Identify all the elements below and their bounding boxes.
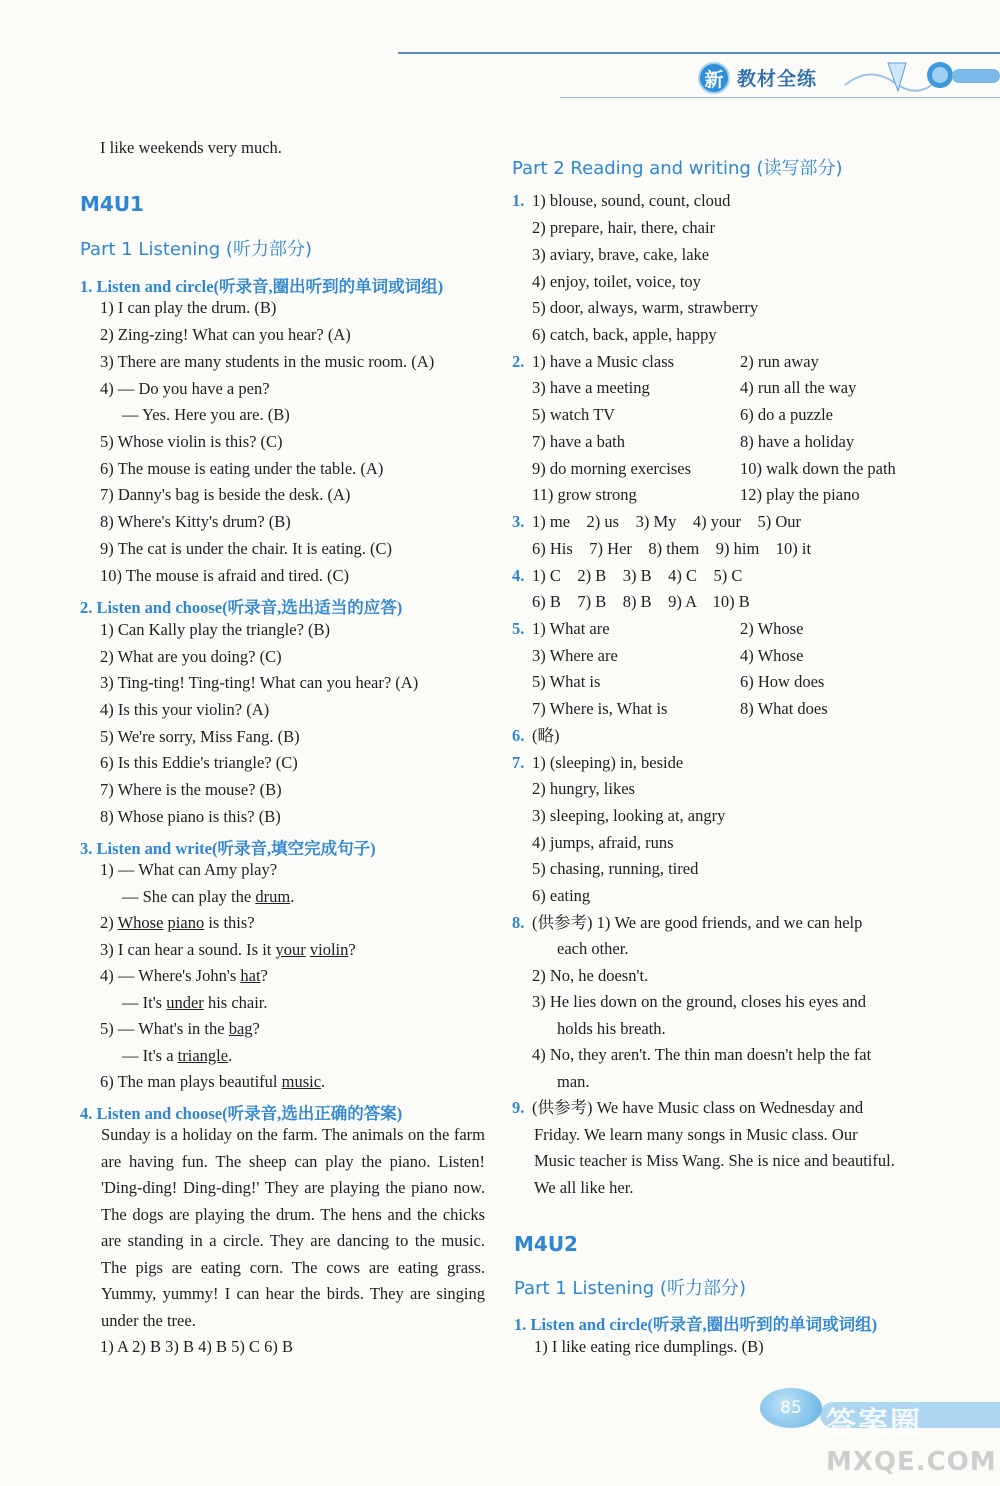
answer-line: 1) C 2) B 3) B 4) C 5) C [532, 566, 743, 585]
answer-line: 2) run away [740, 352, 819, 371]
answer-line: 1) I can play the drum. (B) [100, 298, 277, 317]
part-title: Part 1 Listening (听力部分) [514, 1278, 746, 1299]
answer-line: 6) catch, back, apple, happy [532, 325, 717, 344]
answer-line: 1) — What can Amy play? [100, 860, 278, 879]
answer-line: — It's under his chair. [122, 993, 268, 1012]
answer-line: 3) sleeping, looking at, angry [532, 806, 726, 825]
answer-line: Music teacher is Miss Wang. She is nice and beautiful. [534, 1151, 895, 1170]
filled-blank: triangle [177, 1046, 229, 1065]
part-title: Part 2 Reading and writing (读写部分) [512, 158, 843, 179]
answer-line: 9) do morning exercises [532, 459, 691, 478]
filled-blank: piano [167, 913, 205, 932]
answer-line: 5) door, always, warm, strawberry [532, 298, 759, 317]
answer-line: 6) His 7) Her 8) them 9) him 10) it [532, 539, 812, 558]
page-number: 85 [760, 1388, 822, 1428]
filled-blank: drum [255, 887, 291, 906]
module-title: M4U2 [514, 1232, 578, 1256]
question-number: 8. [512, 913, 525, 932]
answer-line: 2) Whose piano is this? [100, 913, 255, 932]
answer-line: 4) Is this your violin? (A) [100, 700, 270, 719]
series-title: 教材全练 [737, 68, 818, 90]
answer-line: We all like her. [534, 1178, 634, 1197]
watermark: 答案圈 [826, 1406, 922, 1441]
answer-line: 4) enjoy, toilet, voice, toy [532, 272, 701, 291]
filled-blank: bag [228, 1019, 253, 1038]
section-title [80, 835, 376, 859]
new-badge-icon: 新 [698, 62, 730, 94]
answer-line: 1) I like eating rice dumplings. (B) [534, 1337, 764, 1356]
section-title [80, 273, 443, 297]
header-rule [398, 52, 1000, 54]
answer-line: 3) Where are [532, 646, 618, 665]
section-number: 3. [80, 839, 93, 858]
question-number: 2. [512, 352, 525, 371]
section-number: 4. [80, 1104, 93, 1123]
question-number: 6. [512, 726, 525, 745]
answer-line: 1) have a Music class [532, 352, 675, 371]
answer-line: 6) eating [532, 886, 591, 905]
answer-line: 1) A 2) B 3) B 4) B 5) C 6) B [100, 1337, 293, 1356]
answer-line: 6) B 7) B 8) B 9) A 10) B [532, 592, 750, 611]
answer-line: 6) The man plays beautiful music. [100, 1072, 326, 1091]
answer-line: 12) play the piano [740, 485, 860, 504]
answer-line: man. [557, 1072, 590, 1091]
answer-line: 7) Where is the mouse? (B) [100, 780, 282, 799]
answer-line: 4) — Do you have a pen? [100, 379, 270, 398]
filled-blank: under [166, 993, 204, 1012]
answer-line: 8) Where's Kitty's drum? (B) [100, 512, 291, 531]
answer-line: 2) Whose [740, 619, 804, 638]
answer-line: 5) watch TV [532, 405, 616, 424]
answer-line: 5) What is [532, 672, 601, 691]
answer-line: 1) (sleeping) in, beside [532, 753, 684, 772]
section-title [514, 1311, 877, 1335]
answer-line: 5) Whose violin is this? (C) [100, 432, 283, 451]
answer-line: 2) Zing-zing! What can you hear? (A) [100, 325, 351, 344]
answer-line: 1) What are [532, 619, 610, 638]
part-title: Part 1 Listening (听力部分) [80, 239, 312, 260]
answer-line: 2) No, he doesn't. [532, 966, 649, 985]
answer-line: 1) me 2) us 3) My 4) your 5) Our [532, 512, 802, 531]
answer-line: 8) Whose piano is this? (B) [100, 807, 281, 826]
section-number: 1. [514, 1315, 527, 1334]
answer-line: 7) have a bath [532, 432, 625, 451]
section-heading: Listen and choose(听录音,选出正确的答案) [96, 1104, 403, 1123]
answer-line: 10) The mouse is afraid and tired. (C) [100, 566, 349, 585]
answer-line: 10) walk down the path [740, 459, 896, 478]
answer-line: (供参考) We have Music class on Wednesday and [532, 1098, 864, 1117]
section-number: 1. [80, 277, 93, 296]
answer-line: each other. [557, 939, 629, 958]
answer-line: 4) Whose [740, 646, 804, 665]
answer-line: 4) — Where's John's hat? [100, 966, 268, 985]
question-number: 1. [512, 191, 525, 210]
answer-line: Friday. We learn many songs in Music class. Our [534, 1125, 858, 1144]
answer-line: holds his breath. [557, 1019, 666, 1038]
answer-line: (略) [532, 726, 560, 745]
filled-blank: music [281, 1072, 322, 1091]
intro-line: I like weekends very much. [100, 138, 282, 157]
answer-line: 3) aviary, brave, cake, lake [532, 245, 710, 264]
section-title [80, 1100, 402, 1124]
answer-line: 6) do a puzzle [740, 405, 833, 424]
question-number: 7. [512, 753, 525, 772]
section-heading: Listen and choose(听录音,选出适当的应答) [96, 598, 403, 617]
answer-line: 5) We're sorry, Miss Fang. (B) [100, 727, 300, 746]
answer-line: (供参考) 1) We are good friends, and we can help [532, 913, 863, 932]
answer-line: 9) The cat is under the chair. It is eating. (C) [100, 539, 393, 558]
filled-blank: violin [309, 940, 349, 959]
section-heading: Listen and circle(听录音,圈出听到的单词或词组) [530, 1315, 878, 1334]
section-heading: Listen and circle(听录音,圈出听到的单词或词组) [96, 277, 444, 296]
answer-line: 8) What does [740, 699, 828, 718]
answer-line: 11) grow strong [532, 485, 637, 504]
answer-line: 5) chasing, running, tired [532, 859, 699, 878]
answer-line: 7) Danny's bag is beside the desk. (A) [100, 485, 351, 504]
filled-blank: your [275, 940, 306, 959]
module-title: M4U1 [80, 192, 144, 216]
answer-line: 3) have a meeting [532, 378, 650, 397]
answer-line: 7) Where is, What is [532, 699, 668, 718]
question-number: 5. [512, 619, 525, 638]
question-number: 9. [512, 1098, 525, 1117]
answer-line: 3) There are many students in the music room. (A) [100, 352, 435, 371]
answer-line: 8) have a holiday [740, 432, 855, 451]
answer-line: 6) The mouse is eating under the table. (A) [100, 459, 384, 478]
answer-line: 1) blouse, sound, count, cloud [532, 191, 731, 210]
answer-line: 4) run all the way [740, 378, 857, 397]
answer-line: 3) Ting-ting! Ting-ting! What can you hear? (A) [100, 673, 419, 692]
transcript-paragraph: Sunday is a holiday on the farm. The animals on the farm are having fun. The sheep can play the piano. Listen! 'Ding-ding! Ding-ding!' They are playing the piano now. The dogs are playing the drum. The hens and the chicks are standing in a circle. They are dancing to the music. The pigs are eating corn. The cows are eating grass. Yummy, yummy! I can hear the birds. They are singing under the tree. [101, 1125, 485, 1330]
answer-line: — It's a triangle. [122, 1046, 233, 1065]
answer-line: — She can play the drum. [122, 887, 295, 906]
answer-line: 3) I can hear a sound. Is it your violin? [100, 940, 356, 959]
answer-line: 6) Is this Eddie's triangle? (C) [100, 753, 298, 772]
filled-blank: hat [240, 966, 261, 985]
answer-line: 3) He lies down on the ground, closes his eyes and [532, 992, 867, 1011]
answer-line: 2) prepare, hair, there, chair [532, 218, 716, 237]
section-number: 2. [80, 598, 93, 617]
section-heading: Listen and write(听录音,填空完成句子) [96, 839, 376, 858]
question-number: 3. [512, 512, 525, 531]
question-number: 4. [512, 566, 525, 585]
answer-line: 5) — What's in the bag? [100, 1019, 260, 1038]
answer-line: 1) Can Kally play the triangle? (B) [100, 620, 331, 639]
answer-line: 6) How does [740, 672, 825, 691]
filled-blank: Whose [117, 913, 164, 932]
answer-line: 4) No, they aren't. The thin man doesn't help the fat [532, 1045, 872, 1064]
answer-line: 2) What are you doing? (C) [100, 647, 282, 666]
answer-line: — Yes. Here you are. (B) [122, 405, 290, 424]
answer-line: 4) jumps, afraid, runs [532, 833, 674, 852]
answer-line: 2) hungry, likes [532, 779, 635, 798]
header-decoration-icon [840, 55, 1000, 97]
watermark-url: MXQE.COM [826, 1447, 997, 1477]
header-rule-thin [560, 97, 1000, 98]
section-title [80, 594, 402, 618]
